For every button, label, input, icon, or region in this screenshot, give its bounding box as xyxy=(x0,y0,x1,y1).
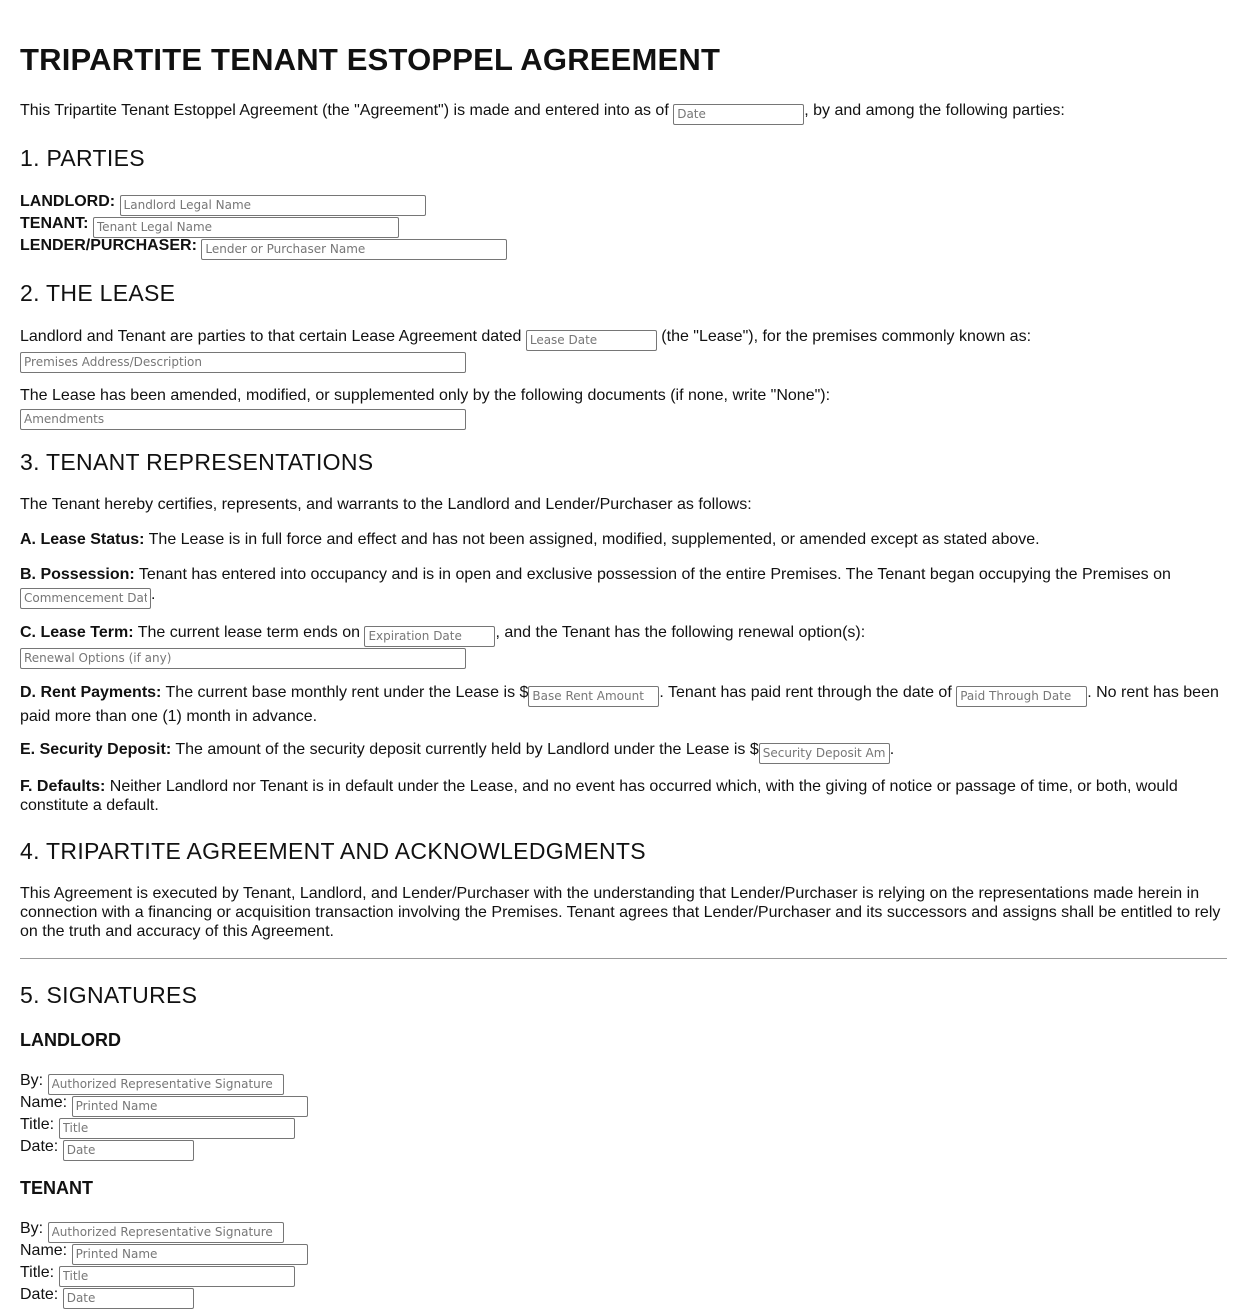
tripartite-text: This Agreement is executed by Tenant, Landlord, and Lender/Purchaser with the understanding that Lender/Purchaser is relying on the representations made herein in connection with a financing or acquisition transaction involving the Premises. Tenant agrees that Lender/Purchaser and its successors and assigns shall be entitled to rely on the truth and accuracy of this Agreement. xyxy=(20,885,1221,940)
rep-d-end: . No rent has been paid more than one (1) month in advance. xyxy=(20,684,1219,725)
rep-b-end: . xyxy=(151,586,156,603)
amend-text: The Lease has been amended, modified, or supplemented only by the following documents (if none, write "None"): xyxy=(20,387,831,404)
intro-text-before: This Tripartite Tenant Estoppel Agreement (the "Agreement") is made and entered into as of xyxy=(20,102,674,119)
agreement-date-input[interactable] xyxy=(673,104,804,125)
landlord-date-label: Date: xyxy=(20,1138,59,1155)
tenant-name-row xyxy=(20,1241,308,1265)
lease-date-input[interactable] xyxy=(526,330,657,351)
section-heading-signatures: 5. SIGNATURES xyxy=(20,982,198,1008)
section-heading-lease: 2. THE LEASE xyxy=(20,280,176,306)
rep-d-mid: . Tenant has paid rent through the date of xyxy=(659,684,957,701)
paid-through-date-input[interactable] xyxy=(956,686,1087,707)
section-heading-representations: 3. TENANT REPRESENTATIONS xyxy=(20,449,374,475)
landlord-by-row xyxy=(20,1071,284,1095)
tenant-label: TENANT: xyxy=(20,215,89,232)
landlord-printed-name-input[interactable] xyxy=(72,1096,308,1117)
rep-f-text: Neither Landlord nor Tenant is in default under the Lease, and no event has occurred which, with the giving of notice or passage of time, or both, would constitute a default. xyxy=(20,778,1178,814)
landlord-row xyxy=(20,192,426,216)
rep-e xyxy=(20,740,894,764)
lender-row xyxy=(20,236,507,260)
tenant-by-row xyxy=(20,1219,284,1243)
landlord-signature-input[interactable] xyxy=(48,1074,284,1095)
rep-e-end: . xyxy=(889,741,895,758)
lease-text-before: Landlord and Tenant are parties to that certain Lease Agreement dated xyxy=(20,328,526,345)
rep-b xyxy=(20,565,1171,584)
rep-e-label: E. Security Deposit: xyxy=(20,741,172,758)
rep-a-text: The Lease is in full force and effect and has not been assigned, modified, supplemented, or amended except as stated above. xyxy=(144,531,1040,548)
signature-block-title-tenant: TENANT xyxy=(20,1178,93,1198)
landlord-date-row xyxy=(20,1137,194,1161)
rep-f-label: F. Defaults: xyxy=(20,778,106,795)
rep-b-field-row xyxy=(20,585,155,609)
premises-input[interactable] xyxy=(20,352,466,373)
section-divider xyxy=(20,958,1227,959)
rep-c-label: C. Lease Term: xyxy=(20,624,134,641)
rep-b-label: B. Possession: xyxy=(20,566,135,583)
landlord-name-row xyxy=(20,1093,308,1117)
tenant-name-input[interactable] xyxy=(93,217,399,238)
lease-paragraph xyxy=(20,327,1031,351)
section-heading-tripartite: 4. TRIPARTITE AGREEMENT AND ACKNOWLEDGMENTS xyxy=(20,838,646,864)
tenant-date-row xyxy=(20,1285,194,1309)
rep-c-after: , and the Tenant has the following renewal option(s): xyxy=(495,624,866,641)
commencement-date-input[interactable] xyxy=(20,588,151,609)
lender-label: LENDER/PURCHASER: xyxy=(20,237,197,254)
tenant-name-label: Name: xyxy=(20,1242,68,1259)
rep-b-text: Tenant has entered into occupancy and is in open and exclusive possession of the entire Premises. The Tenant began occupying the Premises on xyxy=(134,566,1171,583)
tenant-signature-input[interactable] xyxy=(48,1222,284,1243)
landlord-name-label: Name: xyxy=(20,1094,68,1111)
security-deposit-input[interactable] xyxy=(759,743,890,764)
landlord-title-row xyxy=(20,1115,295,1139)
intro-paragraph xyxy=(20,101,1065,125)
landlord-title-label: Title: xyxy=(20,1116,55,1133)
rep-e-text: The amount of the security deposit currently held by Landlord under the Lease is $ xyxy=(171,741,759,758)
tenant-title-label: Title: xyxy=(20,1264,55,1281)
landlord-name-input[interactable] xyxy=(120,195,426,216)
amendments-input[interactable] xyxy=(20,409,466,430)
rep-d xyxy=(20,683,1227,726)
tenant-by-label: By: xyxy=(20,1220,44,1237)
document-title: TRIPARTITE TENANT ESTOPPEL AGREEMENT xyxy=(20,42,721,77)
rep-c-text: The current lease term ends on xyxy=(133,624,365,641)
tenant-title-input[interactable] xyxy=(59,1266,295,1287)
landlord-date-input[interactable] xyxy=(63,1140,194,1161)
tenant-row xyxy=(20,214,399,238)
landlord-by-label: By: xyxy=(20,1072,44,1089)
rep-d-label: D. Rent Payments: xyxy=(20,684,162,701)
lender-name-input[interactable] xyxy=(201,239,507,260)
tenant-date-label: Date: xyxy=(20,1286,59,1303)
lease-text-after: (the "Lease"), for the premises commonly known as: xyxy=(656,328,1032,345)
expiration-date-input[interactable] xyxy=(364,626,495,647)
rep-c xyxy=(20,623,865,647)
signature-block-title-landlord: LANDLORD xyxy=(20,1030,121,1050)
intro-text-after: , by and among the following parties: xyxy=(804,102,1065,119)
tenant-date-input[interactable] xyxy=(63,1288,194,1309)
tenant-title-row xyxy=(20,1263,295,1287)
rep-a xyxy=(20,530,1040,549)
tenant-printed-name-input[interactable] xyxy=(72,1244,308,1265)
reps-intro: The Tenant hereby certifies, represents, and warrants to the Landlord and Lender/Purchaser as follows: xyxy=(20,496,752,513)
landlord-label: LANDLORD: xyxy=(20,193,116,210)
amend-row xyxy=(20,406,466,430)
section-heading-parties: 1. PARTIES xyxy=(20,145,145,171)
base-rent-input[interactable] xyxy=(528,686,659,707)
landlord-title-input[interactable] xyxy=(59,1118,295,1139)
premises-row xyxy=(20,349,466,373)
rep-f xyxy=(20,777,1227,815)
rep-a-label: A. Lease Status: xyxy=(20,531,145,548)
rep-d-text: The current base monthly rent under the Lease is $ xyxy=(161,684,529,701)
rep-c-field-row xyxy=(20,645,466,669)
renewal-options-input[interactable] xyxy=(20,648,466,669)
